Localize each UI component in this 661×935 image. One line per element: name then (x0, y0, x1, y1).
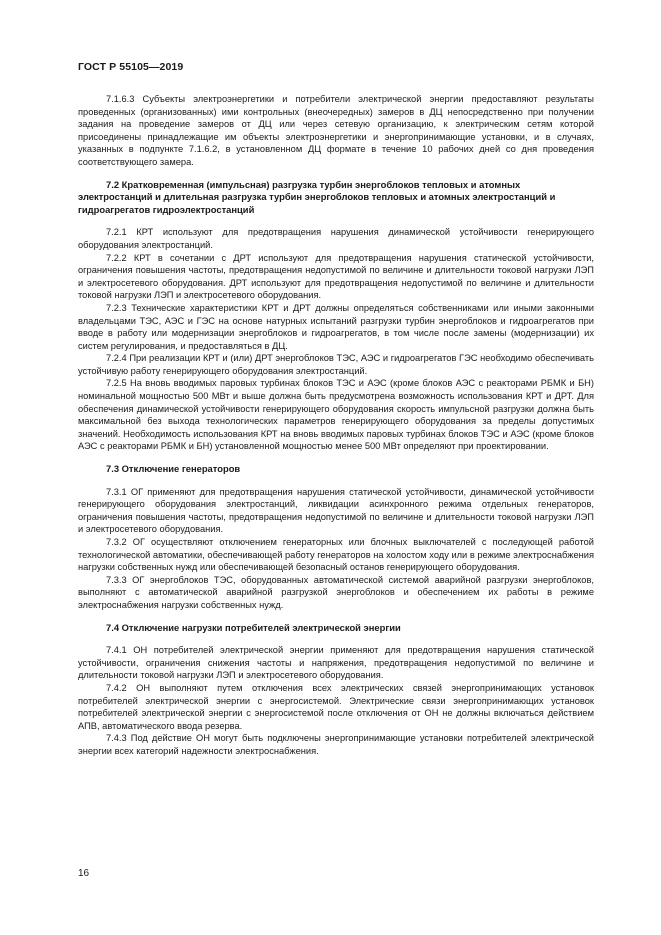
paragraph-7-3-3: 7.3.3 ОГ энергоблоков ТЭС, оборудованных автоматической системой аварийной разгрузки энергоблоков, выполняют с автоматической аварийной разгрузкой энергоблоков и обеспечением их работы в режиме электроснабжения нагрузки собственных нужд. (78, 574, 594, 610)
paragraph-7-2-4: 7.2.4 При реализации КРТ и (или) ДРТ энергоблоков ТЭС, АЭС и гидроагрегатов ГЭС необходимо обеспечивать устойчивую работу генерирующего оборудования электростанций. (78, 353, 594, 376)
document-body (78, 93, 594, 758)
paragraph-7-1-6-3: 7.1.6.3 Субъекты электроэнергетики и потребители электрической энергии предоставляют результаты проведенных (организованных) ими контрольных (внеочередных) замеров в ДЦ непосредственно при получении задания на проведение замеров от ДЦ или через сетевую организацию, к электрическим сетям которой присоединены принадлежащие им объекты электроэнергетики и энергопринимающие установки, и в случаях, указанных в подпункте 7.1.6.2, в установленном ДЦ формате в течение 10 рабочих дней со дня проведения соответствующего замера. (78, 94, 594, 167)
paragraph-7-3-2: 7.3.2 ОГ осуществляют отключением генераторных или блочных выключателей с последующей работой технологической автоматики, обеспечивающей работу генераторов на холостом ходу или в режиме электроснабжения нагрузки собственных нужд или обеспечивающей безопасный останов генерирующего оборудования. (78, 537, 594, 573)
page-number: 16 (78, 868, 90, 879)
paragraph-7-2-1: 7.2.1 КРТ используют для предотвращения нарушения динамической устойчивости генерирующего оборудования электростанций. (78, 227, 594, 250)
paragraph-7-4-3: 7.4.3 Под действие ОН могут быть подключены энергопринимающие установки потребителей электрической энергии всех категорий надежности электроснабжения. (78, 733, 594, 756)
paragraph-7-4-1: 7.4.1 ОН потребителей электрической энергии применяют для предотвращения нарушения статической устойчивости, ограничения снижения частоты и напряжения, предотвращения недопустимой по величине и длительности токовой нагрузки ЛЭП и электросетевого оборудования. (78, 645, 594, 681)
document-code: ГОСТ Р 55105—2019 (78, 61, 184, 73)
paragraph-7-2-3: 7.2.3 Технические характеристики КРТ и ДРТ должны определяться собственниками или иными законными владельцами ТЭС, АЭС и ГЭС на основе натурных испытаний разгрузки турбин энергоблоков и гидроагрегатов при вводе в работу или модернизации энергоблоков и гидроагрегатов, в том числе после замены (модернизации) их систем регулирования, и предоставляться в ДЦ. (78, 302, 594, 351)
paragraph-7-4-2: 7.4.2 ОН выполняют путем отключения всех электрических связей энергопринимающих установок потребителей электрической энергии с энергосистемой. Электрические связи энергопринимающих установок потребителей электрической энергии с энергосистемой после отключения от ОН не должны включаться действием АПВ, автоматического ввода резерва. (78, 682, 594, 731)
paragraph-7-2-5: 7.2.5 На вновь вводимых паровых турбинах блоков ТЭС и АЭС (кроме блоков АЭС с реакторами РБМК и БН) номинальной мощностью 500 МВт и выше должна быть предусмотрена возможность использования КРТ и ДРТ. Для обеспечения динамической устойчивости генерирующего оборудования скорость импульсной разгрузки должна быть максимальной без выхода технологических параметров генерирующего оборудования за пределы допустимых значений. Необходимость использования КРТ на вновь вводимых паровых турбинах блоков ТЭС и АЭС (кроме блоков АЭС с реакторами РБМК и БН) установленной мощностью менее 500 МВт определяют при проектировании. (78, 378, 594, 452)
paragraph-7-3-1: 7.3.1 ОГ применяют для предотвращения нарушения статической устойчивости, динамической устойчивости генерирующего оборудования электростанций, ликвидации асинхронного режима отдельных генераторов, ограничения повышения частоты, предотвращения недопустимой по величине и длительности токовой нагрузки ЛЭП и электросетевого оборудования. (78, 486, 594, 535)
paragraph-7-2-2: 7.2.2 КРТ в сочетании с ДРТ используют для предотвращения нарушения статической устойчивости, ограничения повышения частоты, предотвращения недопустимой по величине и длительности токовой нагрузки ЛЭП и электросетевого оборудования. ДРТ используют для предотвращения недопустимой по величине и длительности токовой нагрузки ЛЭП и электросетевого оборудования. (78, 252, 594, 301)
heading-7-3: 7.3 Отключение генераторов (106, 463, 241, 475)
heading-7-2: 7.2 Кратковременная (импульсная) разгрузка турбин энергоблоков тепловых и атомных электростанций и длительная разгрузка турбин энергоблоков тепловых и атомных электростанций и гидроагрегатов гидроэлектростанций (78, 178, 556, 215)
heading-7-4: 7.4 Отключение нагрузки потребителей электрической энергии (106, 621, 401, 633)
